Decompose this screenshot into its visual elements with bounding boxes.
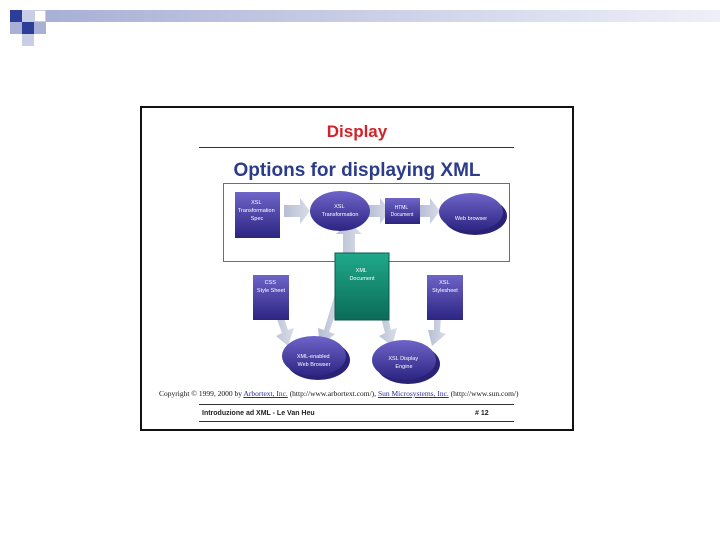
corner-square	[22, 34, 34, 46]
footer-page-number: # 12	[475, 410, 489, 417]
xml-display-diagram	[142, 108, 572, 429]
footer-bottom-rule	[199, 421, 514, 422]
arbortext-link[interactable]: Arbortext, Inc.	[243, 389, 288, 398]
corner-square	[34, 22, 46, 34]
slide-image	[140, 106, 574, 431]
slide-subtitle: Options for displaying XML	[233, 160, 481, 181]
html-document-label: HTML Document	[390, 205, 414, 218]
arrow	[420, 198, 440, 224]
xsl-spec-box	[235, 192, 280, 238]
sun-link[interactable]: Sun Microsystems, Inc.	[377, 389, 449, 398]
xsl-stylesheet-label: XSL Stylesheet	[432, 280, 458, 294]
xml-browser-label: XML-enabled Web Browser	[296, 354, 331, 368]
corner-square	[22, 10, 34, 22]
copyright-line	[159, 389, 519, 398]
corner-square	[34, 10, 46, 22]
web-browser-label: Web browser	[454, 216, 488, 222]
xsl-engine-label: XSL Display Engine	[388, 356, 419, 370]
corner-square	[10, 22, 22, 34]
footer-author: Introduzione ad XML - Le Van Heu	[202, 410, 315, 417]
html-document-box	[385, 198, 420, 224]
xml-document-label: XML Document	[349, 268, 375, 282]
xml-document-box	[335, 253, 389, 320]
xsl-transformation-node	[310, 191, 370, 231]
corner-square	[46, 10, 720, 22]
arrow	[284, 198, 310, 224]
css-stylesheet-label: CSS Style Sheet	[256, 280, 286, 294]
corner-square	[22, 22, 34, 34]
corner-square	[10, 10, 22, 22]
xsl-transformation-label: XSL Transformation	[321, 204, 359, 218]
xsl-spec-label: XSL Transformation Spec	[237, 200, 275, 222]
slide-title: Display	[326, 122, 388, 141]
sun-url: (http://www.sun.com/)	[448, 389, 519, 398]
footer-rule	[199, 404, 514, 405]
copyright-prefix: Copyright © 1999, 2000 by	[159, 389, 244, 398]
arbortext-url: (http://www.arbortext.com/),	[287, 389, 378, 398]
